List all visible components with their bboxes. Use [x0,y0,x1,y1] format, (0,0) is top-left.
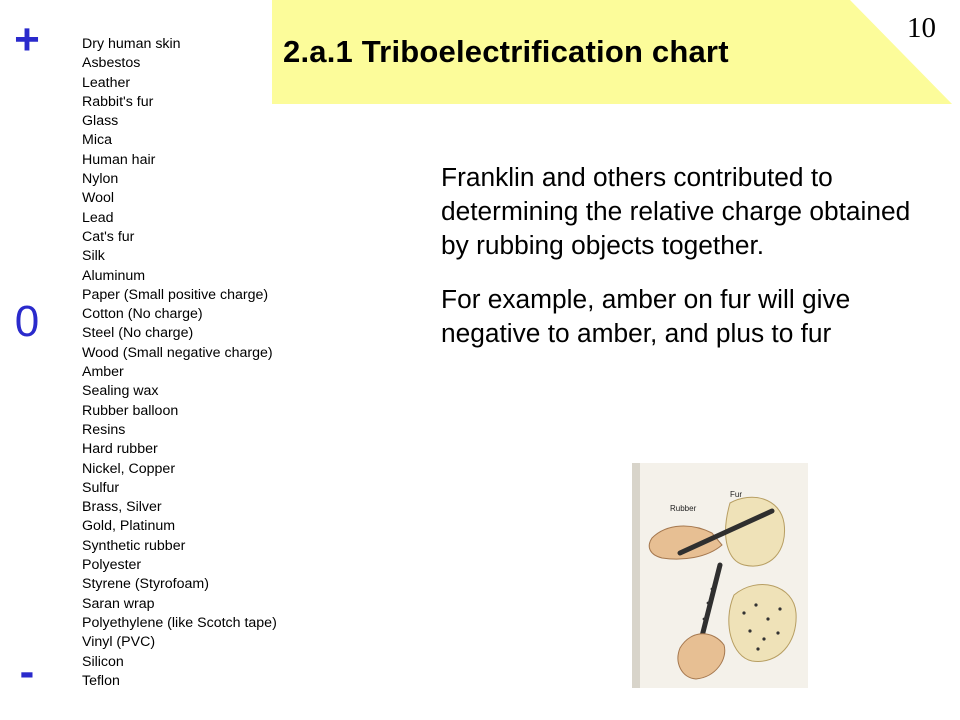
series-item: Rabbit's fur [82,93,154,110]
series-item: Polyester [82,557,142,574]
series-item: Wood (Small negative charge) [82,344,273,361]
neutral-sign: 0 [14,297,40,346]
series-item: Resins [82,421,126,438]
series-item: Paper (Small positive charge) [82,286,269,303]
series-item: Saran wrap [82,595,155,612]
rubber-label: Rubber [670,504,697,513]
series-item: Glass [82,113,119,130]
series-item: Lead [82,209,114,226]
series-item: Synthetic rubber [82,537,186,554]
series-item: Teflon [82,672,120,689]
rubbing-illustration [632,463,808,688]
series-item: Silicon [82,653,124,670]
slide-title: 2.a.1 Triboelectrification chart [283,34,729,69]
series-item: Wool [82,190,115,207]
series-item: Dry human skin [82,36,181,52]
fur-label: Fur [730,490,742,499]
series-item: Nylon [82,171,119,188]
series-item: Hard rubber [82,441,158,458]
series-item: Sulfur [82,479,120,496]
series-item: Cotton (No charge) [82,306,203,323]
series-item: Aluminum [82,267,146,284]
series-item: Silk [82,248,105,265]
intro-paragraph: Franklin and others contributed to determining the relative charge obtained by rubbing objects together. [441,162,911,261]
illustration-edge [632,463,640,688]
series-item: Polyethylene (like Scotch tape) [82,614,277,631]
series-item: Rubber balloon [82,402,179,419]
series-item: Styrene (Styrofoam) [82,576,209,593]
negative-sign: - [19,647,35,696]
example-paragraph: For example, amber on fur will give negative to amber, and plus to fur [441,283,851,348]
series-item: Human hair [82,151,156,168]
series-item: Mica [82,132,112,149]
series-item: Asbestos [82,55,141,72]
fur-piece-upper [726,497,785,566]
series-item: Gold, Platinum [82,518,176,535]
series-item: Sealing wax [82,383,159,400]
series-item: Steel (No charge) [82,325,194,342]
series-item: Leather [82,74,131,91]
series-item: Brass, Silver [82,499,162,516]
positive-sign: + [14,15,40,64]
series-item: Nickel, Copper [82,460,176,477]
triboelectric-series-list [82,35,277,691]
body-text [441,160,911,369]
series-item: Vinyl (PVC) [82,634,156,651]
series-item: Amber [82,364,124,381]
page-number: 10 [907,12,936,44]
series-item: Cat's fur [82,228,135,245]
